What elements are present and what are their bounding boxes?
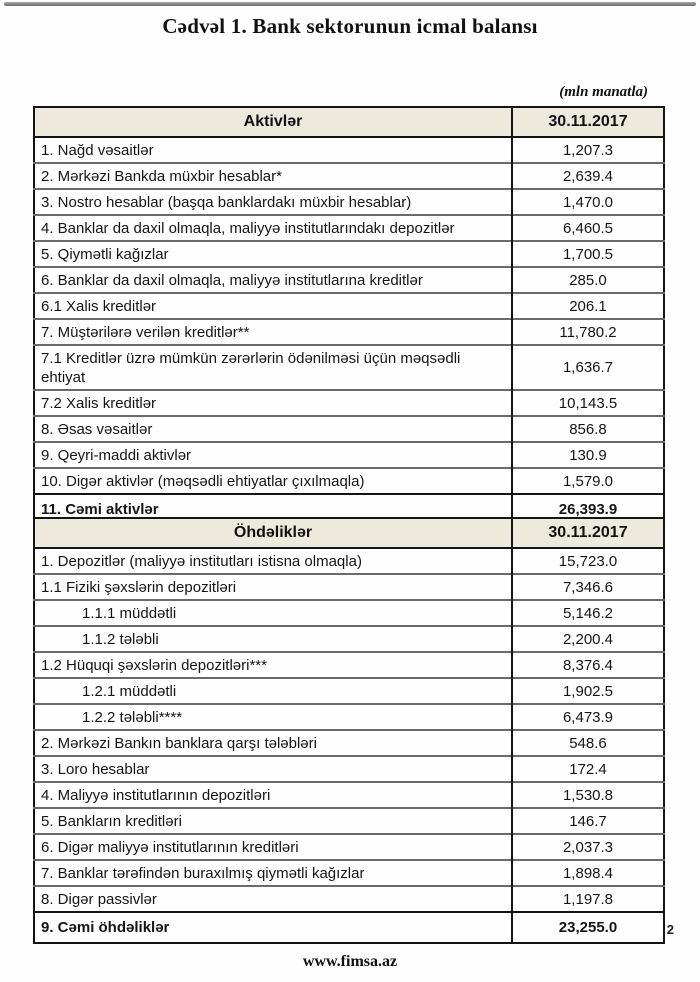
page-top-rule: [4, 2, 696, 6]
table-row: [34, 652, 664, 678]
assets-header-label: Aktivlər: [34, 107, 512, 137]
row-value: 26,393.9: [512, 494, 664, 525]
row-value: 15,723.0: [512, 548, 664, 574]
table-row: [34, 704, 664, 730]
row-value: 7,346.6: [512, 574, 664, 600]
table-row: [34, 416, 664, 442]
row-label: 7. Müştərilərə verilən kreditlər**: [34, 319, 512, 345]
table-row: [34, 241, 664, 267]
row-value: 1,197.8: [512, 886, 664, 912]
table-row: [34, 834, 664, 860]
row-value: 1,898.4: [512, 860, 664, 886]
table-row: [34, 390, 664, 416]
table-row: [34, 468, 664, 494]
row-label: 1.2 Hüquqi şəxslərin depozitləri***: [34, 652, 512, 678]
table-row: [34, 600, 664, 626]
row-value: 206.1: [512, 293, 664, 319]
row-value: 130.9: [512, 442, 664, 468]
row-value: 1,207.3: [512, 137, 664, 163]
row-label: 11. Cəmi aktivlər: [34, 494, 512, 525]
liabilities-header-date: 30.11.2017: [512, 518, 664, 548]
table-row: [34, 267, 664, 293]
table-row: [34, 137, 664, 163]
row-label: 5. Bankların kreditləri: [34, 808, 512, 834]
row-label: 1.2.2 tələbli****: [34, 704, 512, 730]
row-value: 1,700.5: [512, 241, 664, 267]
table-row: [34, 782, 664, 808]
row-value: 856.8: [512, 416, 664, 442]
row-value: 172.4: [512, 756, 664, 782]
row-value: 146.7: [512, 808, 664, 834]
table-row: [34, 319, 664, 345]
row-value: 2,037.3: [512, 834, 664, 860]
row-label: 2. Mərkəzi Bankın banklara qarşı tələbləri: [34, 730, 512, 756]
row-value: 23,255.0: [512, 912, 664, 943]
table-row: [34, 345, 664, 390]
row-label: 2. Mərkəzi Bankda müxbir hesablar*: [34, 163, 512, 189]
table-row: [34, 189, 664, 215]
row-label: 6. Digər maliyyə institutlarının kreditləri: [34, 834, 512, 860]
table-row: [34, 163, 664, 189]
row-label: 1. Depozitlər (maliyyə institutları istisna olmaqla): [34, 548, 512, 574]
row-value: 1,579.0: [512, 468, 664, 494]
row-value: 6,473.9: [512, 704, 664, 730]
table-row: [34, 886, 664, 912]
row-label: 7.2 Xalis kreditlər: [34, 390, 512, 416]
page-title: Cədvəl 1. Bank sektorunun icmal balansı: [162, 14, 538, 38]
liabilities-header-label: Öhdəliklər: [34, 518, 512, 548]
row-label: 1.1.2 tələbli: [34, 626, 512, 652]
table-row: [34, 215, 664, 241]
table-row: [34, 678, 664, 704]
row-label: 1.1 Fiziki şəxslərin depozitləri: [34, 574, 512, 600]
row-label: 1. Nağd vəsaitlər: [34, 137, 512, 163]
liabilities-table: [33, 517, 665, 944]
row-label: 8. Əsas vəsaitlər: [34, 416, 512, 442]
table-row: [34, 293, 664, 319]
row-label: 9. Cəmi öhdəliklər: [34, 912, 512, 943]
row-value: 548.6: [512, 730, 664, 756]
row-value: 2,200.4: [512, 626, 664, 652]
row-value: 2,639.4: [512, 163, 664, 189]
assets-table: [33, 106, 665, 526]
row-label: 3. Nostro hesablar (başqa banklardakı müxbir hesablar): [34, 189, 512, 215]
liabilities-table-header-row: [34, 518, 664, 548]
row-label: 4. Maliyyə institutlarının depozitləri: [34, 782, 512, 808]
table-row: [34, 860, 664, 886]
row-label: 8. Digər passivlər: [34, 886, 512, 912]
table-row: [34, 574, 664, 600]
row-value: 1,470.0: [512, 189, 664, 215]
row-value: 11,780.2: [512, 319, 664, 345]
assets-header-date: 30.11.2017: [512, 107, 664, 137]
table-row: [34, 808, 664, 834]
table-row: [34, 442, 664, 468]
table-row: [34, 730, 664, 756]
row-label: 1.2.1 müddətli: [34, 678, 512, 704]
row-label: 10. Digər aktivlər (məqsədli ehtiyatlar çıxılmaqla): [34, 468, 512, 494]
row-label: 7.1 Kreditlər üzrə mümkün zərərlərin ödənilməsi üçün məqsədli ehtiyat: [34, 345, 512, 390]
row-value: 5,146.2: [512, 600, 664, 626]
row-label: 6. Banklar da daxil olmaqla, maliyyə institutlarına kreditlər: [34, 267, 512, 293]
row-value: 8,376.4: [512, 652, 664, 678]
row-value: 6,460.5: [512, 215, 664, 241]
row-label: 6.1 Xalis kreditlər: [34, 293, 512, 319]
table-row: [34, 548, 664, 574]
row-value: 285.0: [512, 267, 664, 293]
unit-note: (mln manatla): [559, 84, 648, 100]
row-label: 5. Qiymətli kağızlar: [34, 241, 512, 267]
row-value: 1,530.8: [512, 782, 664, 808]
assets-table-header-row: [34, 107, 664, 137]
row-value: 10,143.5: [512, 390, 664, 416]
row-label: 1.1.1 müddətli: [34, 600, 512, 626]
row-label: 9. Qeyri-maddi aktivlər: [34, 442, 512, 468]
footer-url: www.fimsa.az: [302, 953, 398, 970]
table-row: [34, 626, 664, 652]
row-label: 4. Banklar da daxil olmaqla, maliyyə institutlarındakı depozitlər: [34, 215, 512, 241]
page-number: 2: [666, 922, 674, 937]
row-value: 1,902.5: [512, 678, 664, 704]
row-label: 7. Banklar tərəfindən buraxılmış qiymətli kağızlar: [34, 860, 512, 886]
row-value: 1,636.7: [512, 345, 664, 390]
row-label: 3. Loro hesablar: [34, 756, 512, 782]
table-row: [34, 756, 664, 782]
table-total-row: [34, 912, 664, 943]
